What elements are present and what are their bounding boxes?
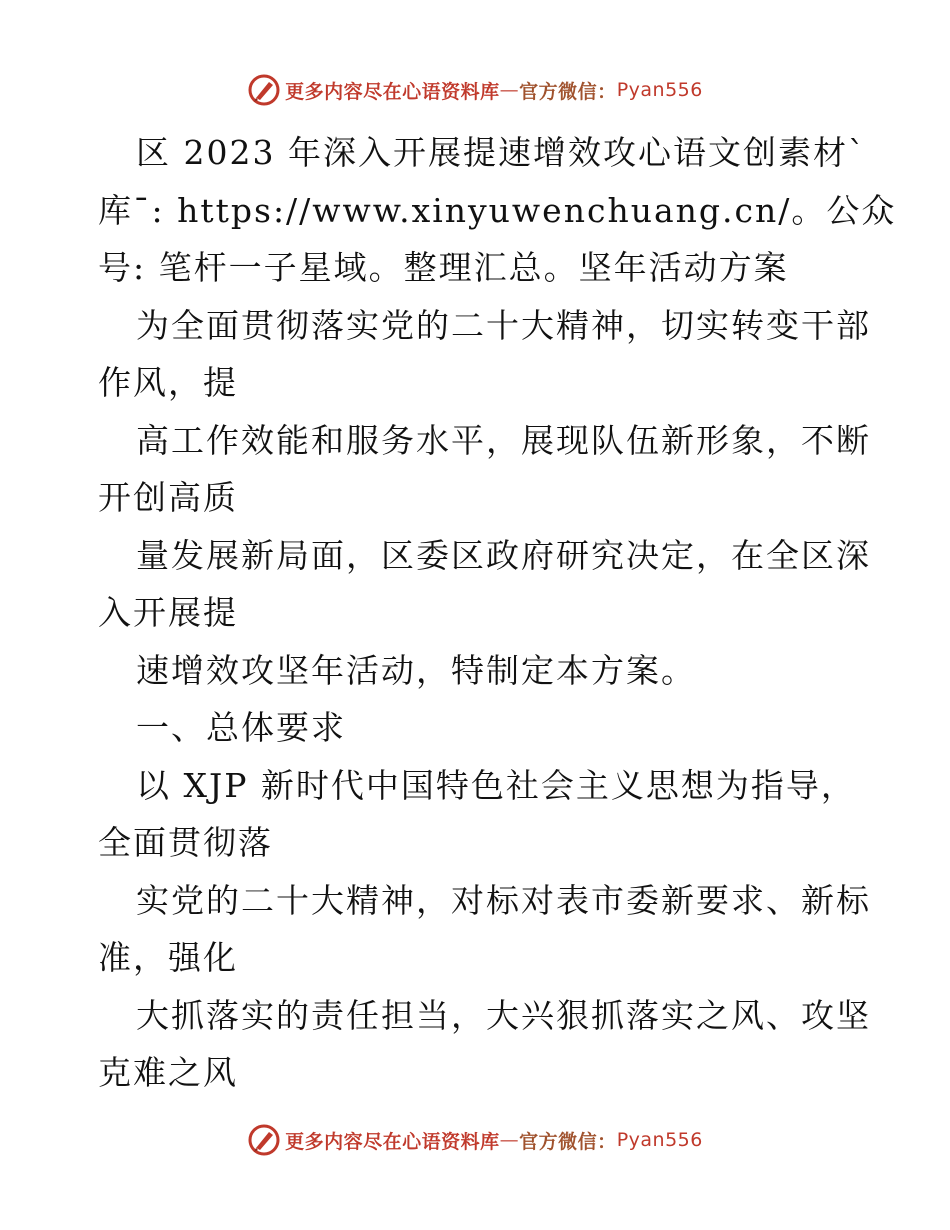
body-line: 入开展提 [98,593,238,632]
footer-brand: 更多内容尽在心语资料库 [285,1130,500,1153]
quill-pen-logo-icon [247,73,281,107]
document-body [98,124,897,1102]
footer-wechat-label: 官方微信： [519,1130,617,1153]
body-line: 为全面贯彻落实党的二十大精神，切实转变干部 [136,305,871,345]
header-brand: 更多内容尽在心语资料库 [285,80,500,103]
footer-banner [0,1120,950,1160]
body-line: 库¯: https://www.xinyuwenchuang.cn/。公众 [98,190,897,230]
body-line: 大抓落实的责任担当，大兴狠抓落实之风、攻坚 [136,995,871,1035]
body-line: 号: 笔杆一子星域。整理汇总。坚年活动方案 [98,248,789,287]
header-wechat-id: Pyan556 [616,79,703,101]
body-line: 以 XJP 新时代中国特色社会主义思想为指导， [136,765,856,805]
body-line: 量发展新局面，区委区政府研究决定，在全区深 [136,535,871,575]
body-line: 速增效攻坚年活动，特制定本方案。 [136,650,696,690]
section-heading: 一、总体要求 [136,708,346,747]
body-line: 高工作效能和服务水平，展现队伍新形象，不断 [136,420,871,460]
body-line: 作风，提 [98,363,238,402]
header-wechat-label: 官方微信： [519,80,617,103]
body-line: 开创高质 [98,478,238,517]
quill-pen-logo-icon [247,1123,281,1157]
header-separator: — [499,79,520,101]
body-line: 全面贯彻落 [98,823,273,862]
body-line: 克难之风 [98,1053,238,1092]
header-banner [0,70,950,110]
body-line: 实党的二十大精神，对标对表市委新要求、新标 [136,880,871,920]
footer-separator: — [499,1129,520,1151]
body-line: 区 2023 年深入开展提速增效攻心语文创素材` [136,133,867,172]
body-line: 准，强化 [98,938,238,977]
footer-wechat-id: Pyan556 [616,1129,703,1151]
